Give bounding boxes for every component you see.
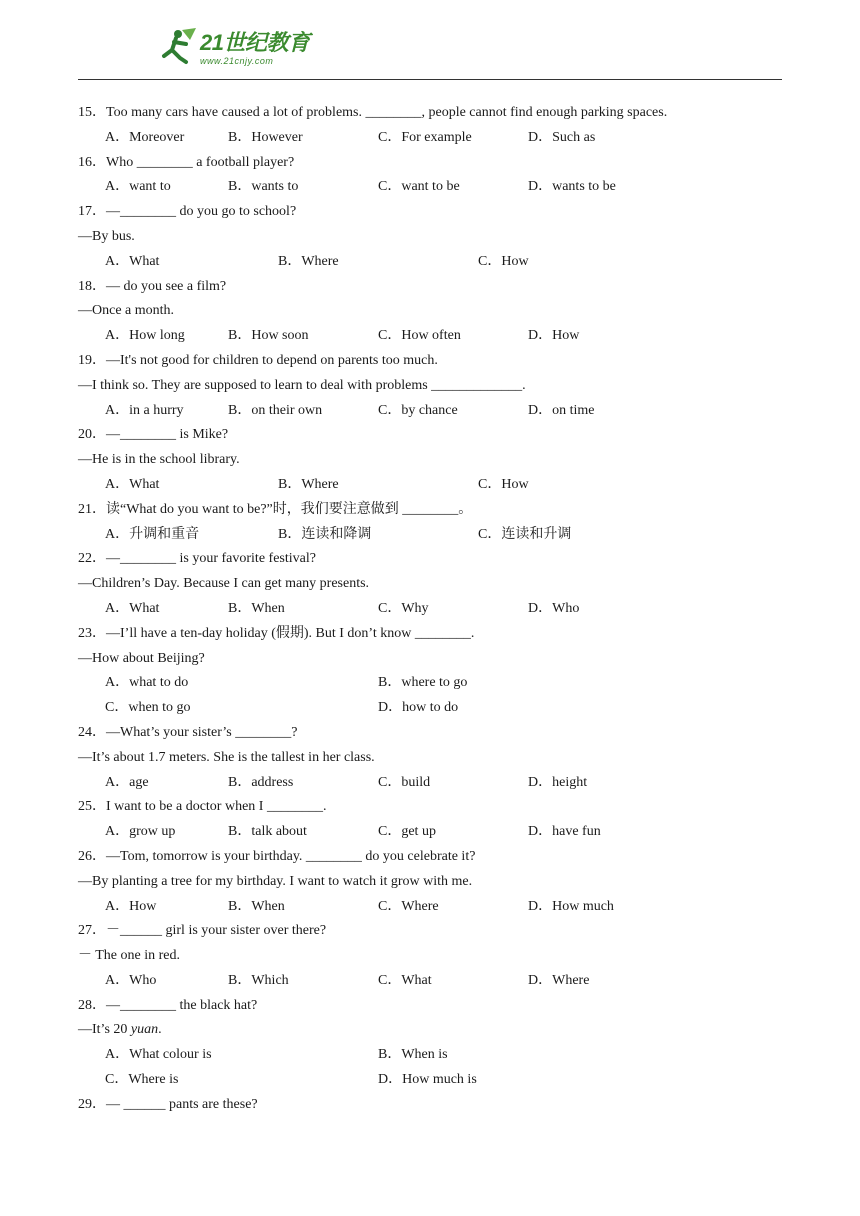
option-b[interactable]: B．When is	[378, 1047, 448, 1063]
option-d[interactable]: D．How	[528, 328, 580, 344]
options-row	[78, 523, 782, 548]
question-answer-line: —By bus.	[78, 228, 135, 244]
option-d[interactable]: D．Where	[528, 972, 590, 988]
options-row	[78, 895, 782, 920]
option-c[interactable]: C．Where	[378, 898, 439, 914]
options-row	[78, 399, 782, 424]
option-b[interactable]: B．When	[228, 600, 285, 616]
option-b[interactable]: B．where to go	[378, 675, 468, 691]
option-c[interactable]: C．How	[478, 253, 529, 269]
question-stem: 18．— do you see a film?	[78, 278, 227, 294]
question-answer-line: － The one in red.	[78, 948, 180, 964]
option-b[interactable]: B．on their own	[228, 402, 323, 418]
options-row	[78, 771, 782, 796]
options-row	[78, 1043, 782, 1068]
option-b[interactable]: B．talk about	[228, 824, 307, 840]
option-a[interactable]: A．what to do	[105, 675, 189, 691]
option-a[interactable]: A．How	[105, 898, 157, 914]
question-stem: 29．— ______ pants are these?	[78, 1096, 258, 1112]
question-stem: 21．读“What do you want to be?”时，我们要注意做到 ________。	[78, 501, 473, 517]
option-a[interactable]: A．How long	[105, 328, 185, 344]
option-d[interactable]: D．have fun	[528, 824, 601, 840]
answer-end: .	[158, 1022, 162, 1038]
options-row	[78, 969, 782, 994]
question-answer-line: —Once a month.	[78, 303, 175, 319]
options-row	[78, 696, 782, 721]
question-stem: 23．—I’ll have a ten-day holiday (假期). But I don’t know ________.	[78, 625, 475, 641]
option-b[interactable]: B．wants to	[228, 179, 299, 195]
option-a[interactable]: A．升调和重音	[105, 526, 200, 542]
options-row	[78, 175, 782, 200]
option-b[interactable]: B．连读和降调	[278, 526, 372, 542]
options-row	[78, 473, 782, 498]
answer-text: —It’s 20	[78, 1022, 131, 1038]
option-d[interactable]: D．how to do	[378, 700, 459, 716]
question-stem: 20．—________ is Mike?	[78, 427, 229, 443]
options-row	[78, 1068, 782, 1093]
option-d[interactable]: D．wants to be	[528, 179, 616, 195]
question-stem: 27．－______ girl is your sister over there?	[78, 923, 327, 939]
options-row	[78, 597, 782, 622]
question-stem: 17．—________ do you go to school?	[78, 204, 297, 220]
option-a[interactable]: A．What colour is	[105, 1047, 212, 1063]
option-c[interactable]: C．What	[378, 972, 432, 988]
option-b[interactable]: B．address	[228, 774, 294, 790]
option-a[interactable]: A．Moreover	[105, 129, 185, 145]
options-row	[78, 324, 782, 349]
options-row	[78, 126, 782, 151]
question-stem: 16．Who ________ a football player?	[78, 154, 295, 170]
option-c[interactable]: C．How	[478, 476, 529, 492]
option-c[interactable]: C．For example	[378, 129, 472, 145]
question-answer-line	[78, 1018, 782, 1043]
option-c[interactable]: C．by chance	[378, 402, 458, 418]
question-answer-line: —By planting a tree for my birthday. I want to watch it grow with me.	[78, 873, 473, 889]
option-c[interactable]: C．build	[378, 774, 431, 790]
option-c[interactable]: C．How often	[378, 328, 461, 344]
question-answer-line: —It’s about 1.7 meters. She is the tallest in her class.	[78, 749, 375, 765]
question-stem: 26．—Tom, tomorrow is your birthday. ________ do you celebrate it?	[78, 848, 476, 864]
question-stem: 15．Too many cars have caused a lot of problems. ________, people cannot find enough parking spaces.	[78, 105, 668, 120]
question-answer-line: —I think so. They are supposed to learn to deal with problems _____________.	[78, 377, 526, 393]
question-answer-line: —Children’s Day. Because I can get many presents.	[78, 576, 370, 592]
option-a[interactable]: A．age	[105, 774, 149, 790]
options-row	[78, 250, 782, 275]
question-answer-line: —He is in the school library.	[78, 452, 240, 468]
option-d[interactable]: D．Who	[528, 600, 580, 616]
question-stem: 19．—It's not good for children to depend on parents too much.	[78, 352, 438, 368]
option-a[interactable]: A．What	[105, 600, 160, 616]
option-d[interactable]: D．height	[528, 774, 588, 790]
option-c[interactable]: C．want to be	[378, 179, 460, 195]
option-b[interactable]: B．Where	[278, 476, 339, 492]
question-stem: 24．—What’s your sister’s ________?	[78, 724, 298, 740]
option-a[interactable]: A．What	[105, 253, 160, 269]
option-a[interactable]: A．Who	[105, 972, 157, 988]
option-b[interactable]: B．Which	[228, 972, 289, 988]
option-b[interactable]: B．When	[228, 898, 285, 914]
answer-italic: yuan	[130, 1022, 159, 1038]
logo-text: 21世纪教育	[200, 30, 310, 55]
option-d[interactable]: D．Such as	[528, 129, 596, 145]
option-b[interactable]: B．How soon	[228, 328, 309, 344]
option-c[interactable]: C．连读和升调	[478, 526, 572, 542]
option-c[interactable]: C．when to go	[105, 700, 191, 716]
option-c[interactable]: C．Where is	[105, 1072, 179, 1088]
option-c[interactable]: C．get up	[378, 824, 436, 840]
question-list	[78, 101, 782, 1118]
question-answer-line: —How about Beijing?	[78, 650, 205, 666]
option-c[interactable]: C．Why	[378, 600, 429, 616]
page-header	[78, 0, 782, 80]
option-a[interactable]: A．grow up	[105, 824, 176, 840]
option-a[interactable]: A．want to	[105, 179, 171, 195]
runner-logo-icon	[160, 26, 200, 66]
option-b[interactable]: B．Where	[278, 253, 339, 269]
logo	[160, 24, 330, 70]
option-d[interactable]: D．How much is	[378, 1072, 477, 1088]
option-a[interactable]: A．What	[105, 476, 160, 492]
option-d[interactable]: D．on time	[528, 402, 595, 418]
option-d[interactable]: D．How much	[528, 898, 614, 914]
question-stem: 25．I want to be a doctor when I ________.	[78, 799, 327, 815]
option-b[interactable]: B．However	[228, 129, 303, 145]
options-row	[78, 820, 782, 845]
question-stem: 28．—________ the black hat?	[78, 997, 258, 1013]
question-stem: 22．—________ is your favorite festival?	[78, 551, 316, 567]
option-a[interactable]: A．in a hurry	[105, 402, 184, 418]
logo-url: www.21cnjy.com	[200, 56, 274, 66]
options-row	[78, 671, 782, 696]
